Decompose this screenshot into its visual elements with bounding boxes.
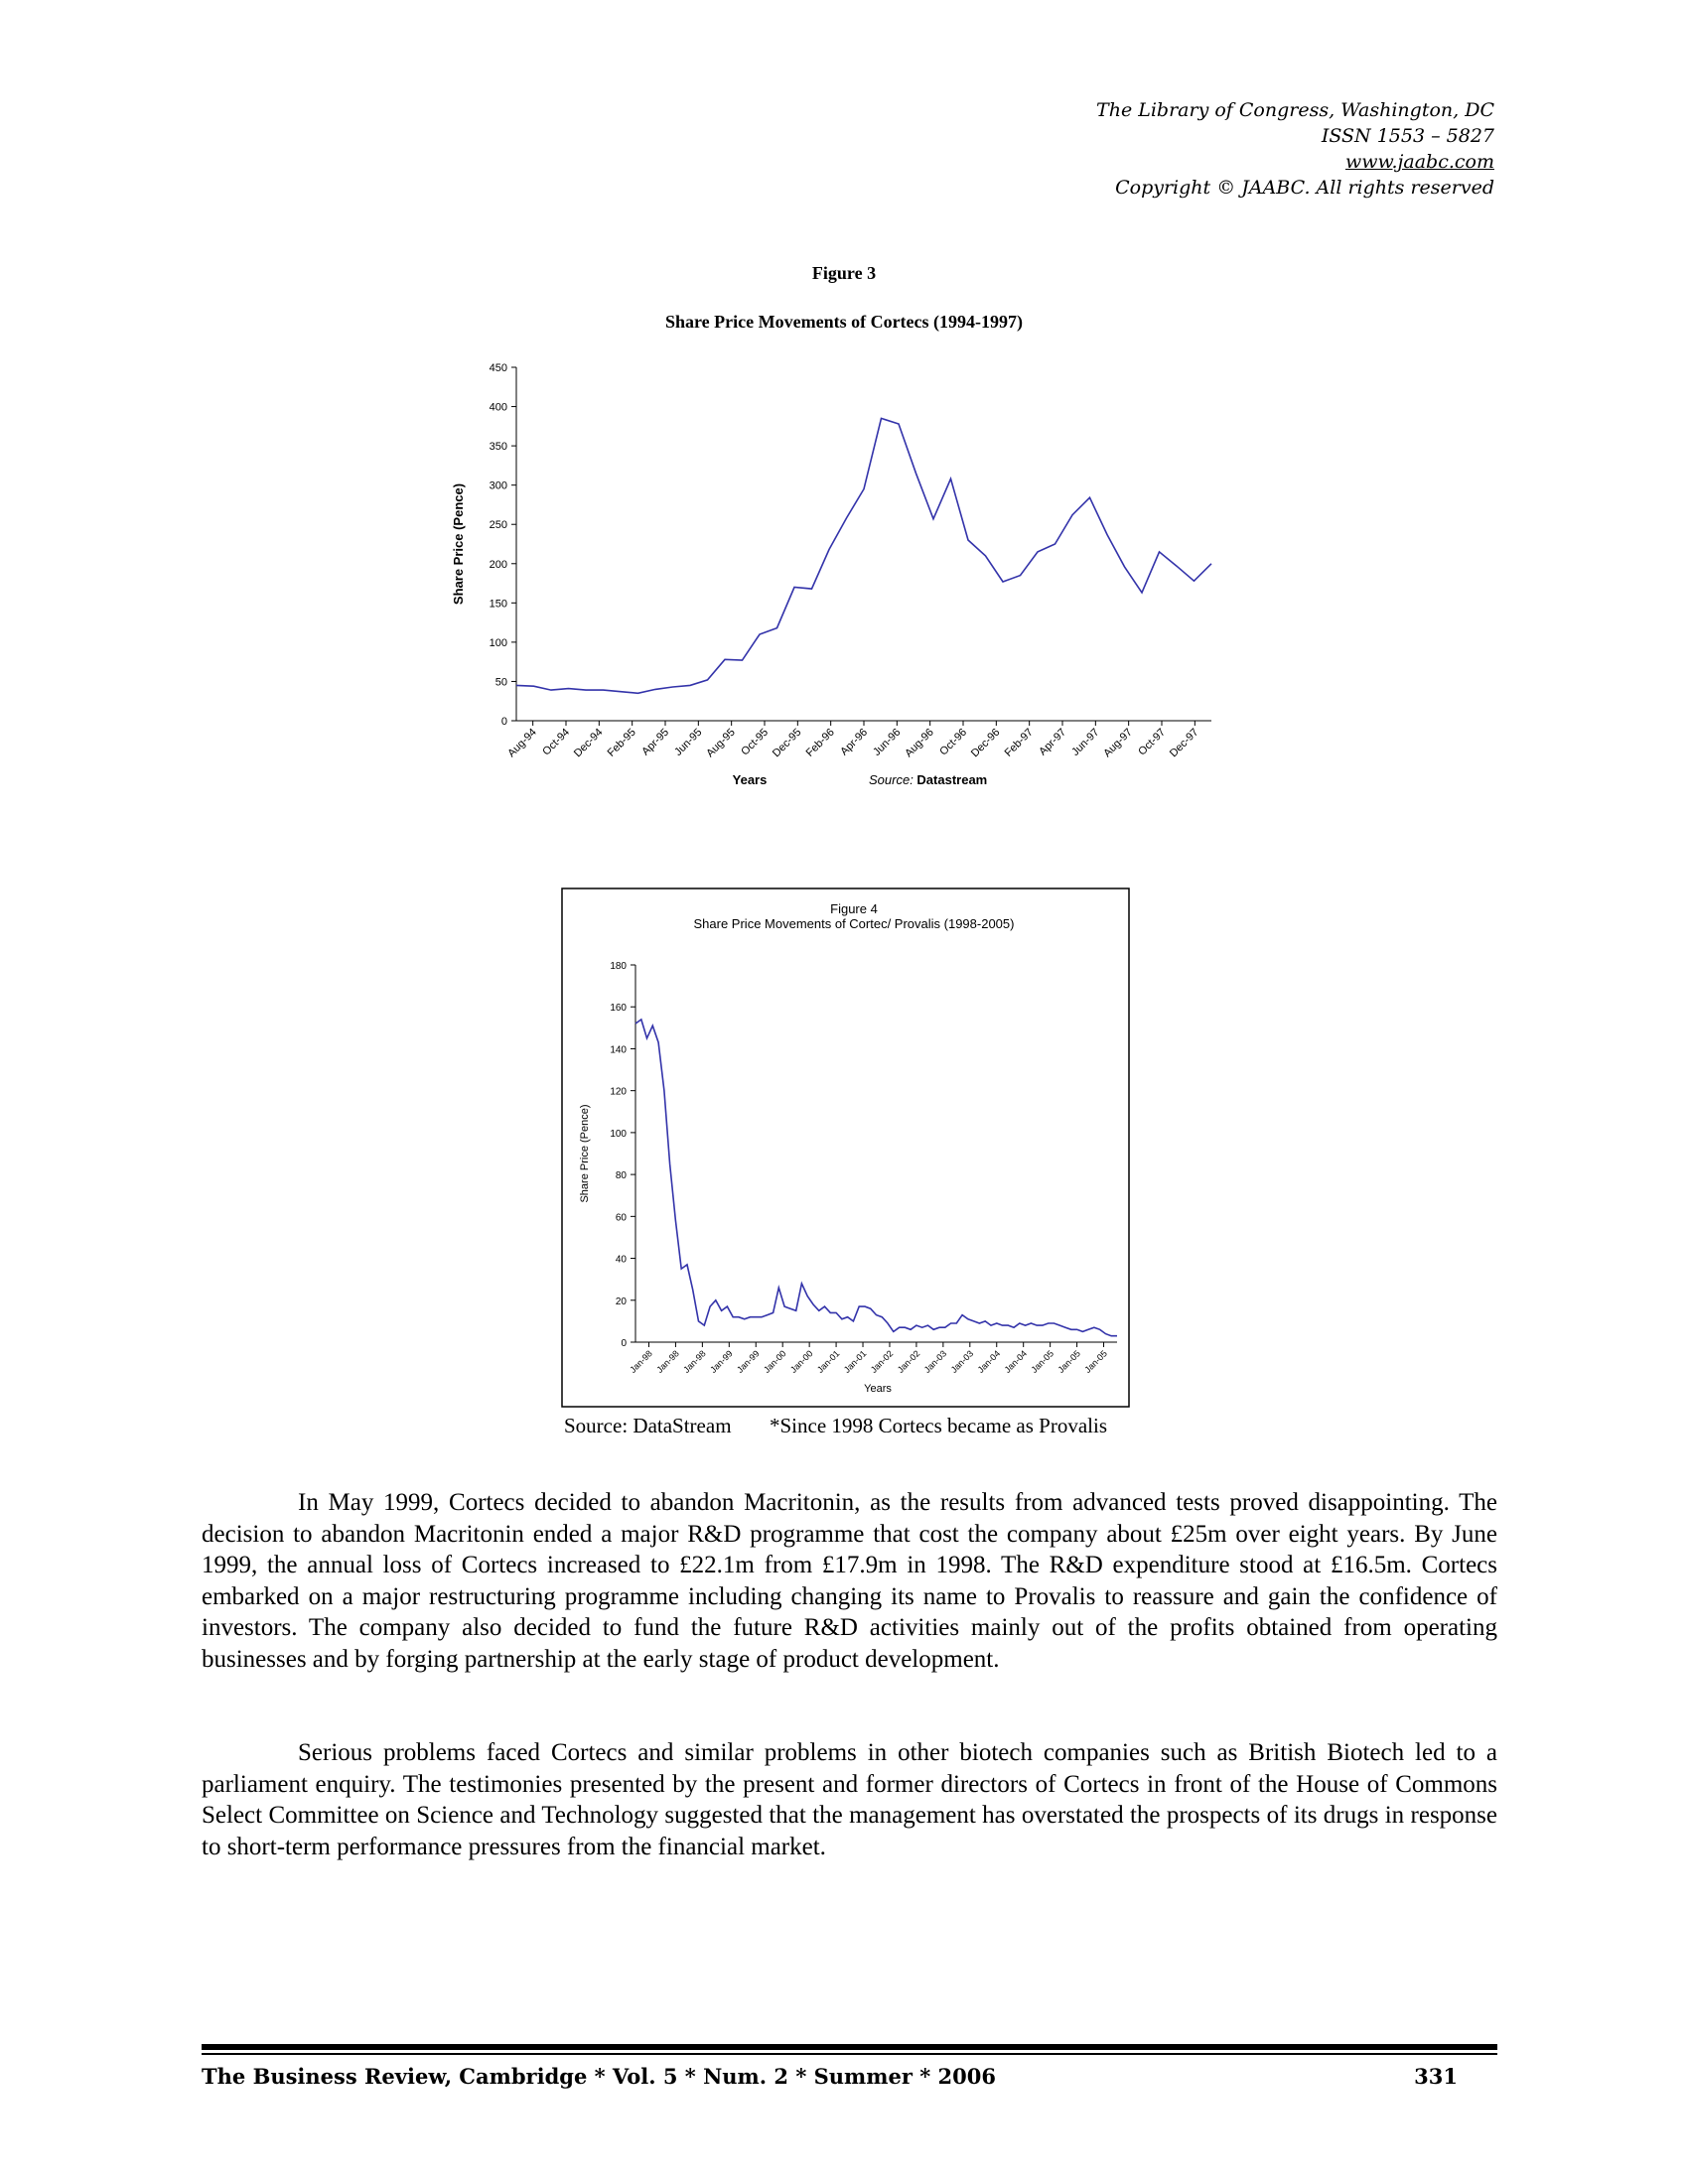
chart3-y-tick-label: 350 [489, 441, 507, 454]
footer-rule-thick [202, 2044, 1497, 2050]
chart4-y-tick-label: 0 [621, 1338, 627, 1349]
chart3-x-tick-label: Aug-95 [704, 726, 738, 760]
body-paragraph-2: Serious problems faced Cortecs and similar problems in other biotech companies such as British Biotech led to a parliament enquiry. The testimonies presented by the present and former directors of Cortecs in front of the House of Commons Select Committee on Science and Technology suggested that the management has overstated the prospects of its drugs in response to short-term performance pressures from the financial market. [202, 1739, 1497, 1860]
chart4-x-tick-label: Jan-03 [948, 1348, 976, 1375]
chart4-x-tick-label: Jan-04 [1002, 1348, 1030, 1375]
chart4-y-tick-label: 120 [610, 1086, 627, 1098]
chart3-y-tick-label: 200 [489, 558, 507, 571]
chart4-series-line [635, 1020, 1117, 1336]
chart3-x-tick-label: Apr-97 [1037, 726, 1069, 758]
chart3-x-tick-label: Apr-96 [838, 726, 871, 758]
chart4-title-line: Share Price Movements of Cortec/ Provalis (1998-2005) [693, 916, 1015, 931]
header-library: The Library of Congress, Washington, DC [1096, 99, 1494, 121]
chart3-y-tick-label: 100 [489, 636, 507, 649]
chart3-x-axis-label: Years [732, 772, 768, 787]
chart4-x-axis-label: Years [864, 1383, 892, 1395]
chart3-x-tick-label: Jun-95 [672, 726, 705, 758]
chart4-x-tick-label: Jan-01 [814, 1348, 842, 1375]
chart4-x-tick-label: Jan-00 [788, 1348, 815, 1375]
chart4-x-tick-label: Jan-01 [841, 1348, 869, 1375]
chart4-x-tick-label: Jan-02 [868, 1348, 896, 1375]
chart3-x-tick-label: Dec-94 [571, 726, 606, 760]
chart3-y-tick-label: 150 [489, 598, 507, 611]
footer-rule-thin [202, 2053, 1497, 2055]
body-paragraph-1: In May 1999, Cortecs decided to abandon Macritonin, as the results from advanced tests proved disappointing. The decision to abandon Macritonin ended a major R&D programme that cost the company about £25m over eight years. By June 1999, the annual loss of Cortecs increased to £22.1m from £17.9m in 1998. The R&D expenditure stood at £16.5m. Cortecs embarked on a major restructuring programme including changing its name to Provalis to reassure and gain the confidence of investors. The company also decided to fund the future R&D activities mainly out of the profits obtained from operating businesses and by forging partnership at the early stage of product development. [202, 1489, 1497, 1673]
chart3-x-tick-label: Oct-94 [540, 726, 573, 758]
chart4-x-tick-label: Jan-98 [654, 1348, 681, 1375]
chart3-y-tick-label: 450 [489, 362, 507, 374]
chart3-y-tick-label: 0 [500, 716, 507, 728]
chart4-x-tick-label: Jan-05 [1029, 1348, 1056, 1375]
chart4-x-tick-label: Jan-05 [1055, 1348, 1082, 1375]
chart4-y-tick-label: 20 [615, 1296, 627, 1307]
chart4-x-tick-label: Jan-02 [895, 1348, 922, 1375]
chart3-x-tick-label: Dec-95 [770, 726, 804, 760]
figure3-title: Share Price Movements of Cortecs (1994-1997) [664, 312, 1024, 332]
chart3-y-tick-label: 50 [494, 676, 507, 689]
chart4-y-tick-label: 60 [615, 1212, 627, 1224]
chart4-x-tick-label: Jan-04 [975, 1348, 1003, 1375]
chart3-y-tick-label: 400 [489, 401, 507, 414]
chart3-x-tick-label: Dec-97 [1167, 726, 1201, 760]
chart4-frame [562, 888, 1129, 1407]
header-website-link[interactable]: www.jaabc.com [1344, 151, 1494, 173]
chart3-source-value: Datastream [916, 772, 988, 787]
chart3-x-tick-label: Dec-96 [968, 726, 1003, 760]
chart4-x-tick-label: Jan-98 [681, 1348, 708, 1375]
chart4-y-tick-label: 80 [615, 1170, 627, 1182]
chart4-x-tick-label: Jan-05 [1082, 1348, 1109, 1375]
chart3-x-tick-label: Aug-96 [903, 726, 936, 760]
chart4-x-tick-label: Jan-03 [921, 1348, 949, 1375]
chart4-y-tick-label: 180 [610, 961, 627, 972]
chart3-x-tick-label: Aug-97 [1101, 726, 1135, 760]
chart4-x-tick-label: Jan-99 [735, 1348, 762, 1375]
chart4-x-tick-label: Jan-98 [628, 1348, 654, 1375]
chart3-x-tick-label: Aug-94 [505, 726, 539, 760]
chart4-y-tick-label: 100 [610, 1128, 627, 1140]
chart4-y-tick-label: 140 [610, 1044, 627, 1056]
chart3-x-tick-label: Feb-97 [1002, 726, 1036, 759]
chart3-y-axis-label: Share Price (Pence) [451, 482, 466, 606]
header-copyright: Copyright © JAABC. All rights reserved [1115, 177, 1494, 199]
chart3-x-tick-label: Apr-95 [639, 726, 672, 758]
chart3-x-tick-label: Oct-96 [937, 726, 970, 758]
header-issn: ISSN 1553 – 5827 [1321, 125, 1494, 147]
chart4-y-tick-label: 40 [615, 1254, 627, 1266]
chart3-x-tick-label: Jun-96 [871, 726, 904, 758]
chart4-x-tick-label: Jan-00 [762, 1348, 788, 1375]
chart3-x-tick-label: Oct-95 [739, 726, 772, 758]
figure4-source: Source: DataStream [564, 1414, 732, 1437]
chart3-x-tick-label: Feb-96 [803, 726, 837, 759]
chart3-y-tick-label: 250 [489, 519, 507, 532]
footer-journal: The Business Review, Cambridge * Vol. 5 * Num. 2 * Summer * 2006 [202, 2064, 996, 2089]
figure3-label: Figure 3 [811, 263, 877, 283]
chart4-title-line: Figure 4 [830, 901, 878, 916]
chart3-source-label: Source: [869, 772, 917, 787]
footer-page-number: 331 [1414, 2064, 1458, 2089]
figure4-note: *Since 1998 Cortecs became as Provalis [770, 1414, 1107, 1437]
chart4-x-tick-label: Jan-99 [708, 1348, 735, 1375]
chart4-y-tick-label: 160 [610, 1003, 627, 1015]
chart3-x-tick-label: Jun-97 [1069, 726, 1102, 758]
chart3-x-tick-label: Feb-95 [605, 726, 638, 759]
chart3-x-tick-label: Oct-97 [1136, 726, 1169, 758]
chart3-y-tick-label: 300 [489, 479, 507, 492]
chart4-y-axis-label: Share Price (Pence) [579, 1104, 591, 1203]
